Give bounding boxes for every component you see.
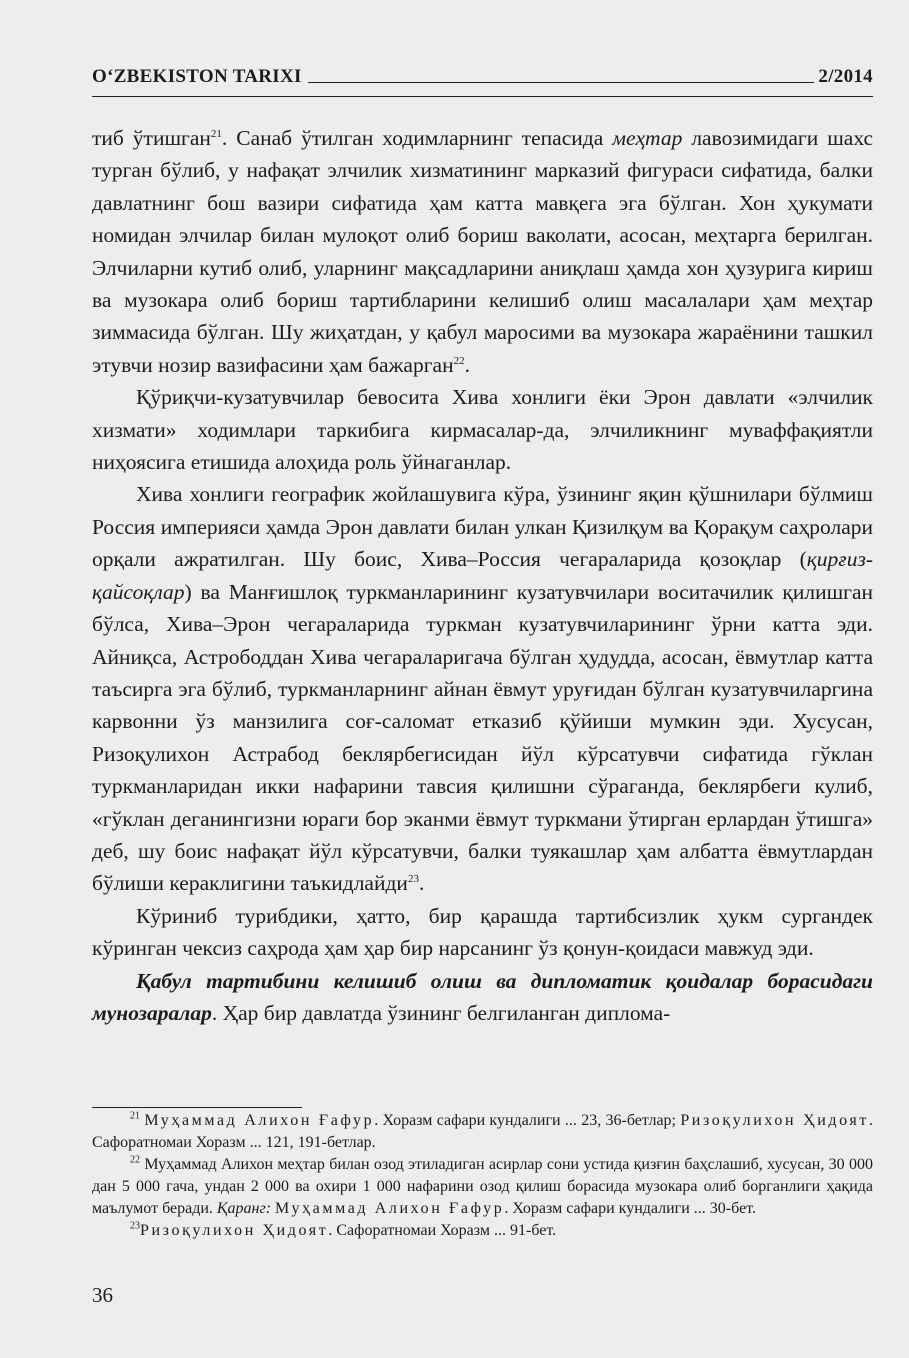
paragraph-5: Қабул тартибини келишиб олиш ва дипломатик қоидалар борасидаги мунозаралар. Ҳар бир давлатда ўзининг белгиланган диплома- [92,968,873,1025]
header-fill-rule [308,82,815,83]
header-rule [92,96,873,97]
footnote-21: $^{21}$ Муҳаммад Алихон Ғафур. Хоразм сафари кундалиги ... 23, 36-бетлар; Ризоқулихон Ҳидоят. Сафоратномаи Хоразм ... 121, 191-бетлар. [92,1110,873,1151]
paragraph-3: Хива хонлиги географик жойлашувига кўра, ўзининг яқин қўшнилари бўлмиш Россия империяси ҳамда Эрон давлати билан улкан Қизилқум ва Қорақум саҳролари орқали ажратилган. Шу боис, Хива–Россия чегараларида қозоқлар (қирғиз-қайсоқлар) ва Манғишлоқ туркманларининг кузатувчилари воситачилик қилишган бўлса, Хива–Эрон чегараларида туркман кузатувчиларининг ўрни катта эди. Айниқса, Астрободдан Хива чегараларигача бўлган ҳудудда, асосан, ёвмутлар катта таъсирга эга бўлиб, туркманларнинг айнан ёвмут уруғидан бўлган кузатувчиларгина карвонни ўз манзилига соғ-саломат етказиб қўйиши мумкин эди. Хусусан, Ризоқулихон Астрабод беклярбегисидан йўл кўрсатувчи сифатида гўклан туркманларидан икки нафарини тавсия қилишни сўраганда, беклярбеги кулиб, «гўклан деганингизни юраги бор эканми ёвмут туркмани ўтирган ерлардан ўтишга» деб, шу боис нафақат йўл кўрсатувчи, балки туякашлар ҳам албатта ёвмутлардан бўлиши кераклигини таъкидлайди$^{23}$. [92,482,873,896]
body-text [92,122,873,1029]
paragraph-1: тиб ўтишган$^{21}$. Санаб ўтилган ходимларнинг тепасида меҳтар лавозимидаги шахс турган бўлиб, у нафақат элчилик хизматининг марказий фигураси сифатида, балки давлатнинг бош вазири сифатида ҳам катта мавқега эга бўлган. Хон ҳукумати номидан элчилар билан мулоқот олиб бориш ваколати, асосан, меҳтарга берилган. Элчиларни кутиб олиб, уларнинг мақсадларини аниқлаш ҳамда хон ҳузурига кириш ва музокара олиб бориш тартибларини келишиб олиш масалалари ҳам меҳтар зиммасида бўлган. Шу жиҳатдан, у қабул маросими ва музокара жараёнини ташкил этувчи нозир вазифасини ҳам бажарган$^{22}$. [92,126,873,377]
footnote-rule [92,1107,302,1108]
footnote-22: $^{22}$ Муҳаммад Алихон меҳтар билан озод этиладиган асирлар сони устида қизғин баҳслашиб, хусусан, 30 000 дан 5 000 гача, ундан 2 000 ва охири 1 000 нафарини озод қилиш борасида музокара олиб борганлиги ҳақида маълумот беради. Қаранг: Муҳаммад Алихон Ғафур. Хоразм сафари кундалиги ... 30-бет. [92,1154,874,1217]
paragraph-4: Кўриниб турибдики, ҳатто, бир қарашда тартибсизлик ҳукм сургандек кўринган чексиз саҳрода ҳам ҳар бир нарсанинг ўз қонун-қоидаси мавжуд эди. [92,903,873,961]
journal-title: O‘ZBEKISTON TARIXI [92,66,302,87]
footnotes [92,1110,873,1242]
footnote-ref-21[interactable]: 21 [210,127,222,140]
footnote-23: $^{23}$Ризоқулихон Ҳидоят. Сафоратномаи Хоразм ... 91-бет. [130,1220,557,1239]
issue-number: 2/2014 [818,66,873,87]
running-header [92,66,873,88]
page-number: 36 [92,1283,113,1307]
paragraph-2: Қўриқчи-кузатувчилар бевосита Хива хонлиги ёки Эрон давлати «элчилик хизмати» ходимлари таркибига кирмасалар-да, элчиликнинг муваффақиятли ниҳоясига етишида алоҳида роль ўйнаганлар. [92,385,873,475]
section-heading: Қабул тартибини келишиб олиш ва дипломатик қоидалар борасидаги мунозаралар [92,968,873,1025]
footnote-ref-22[interactable]: 22 [453,354,465,367]
footnote-ref-23[interactable]: 23 [407,873,419,886]
